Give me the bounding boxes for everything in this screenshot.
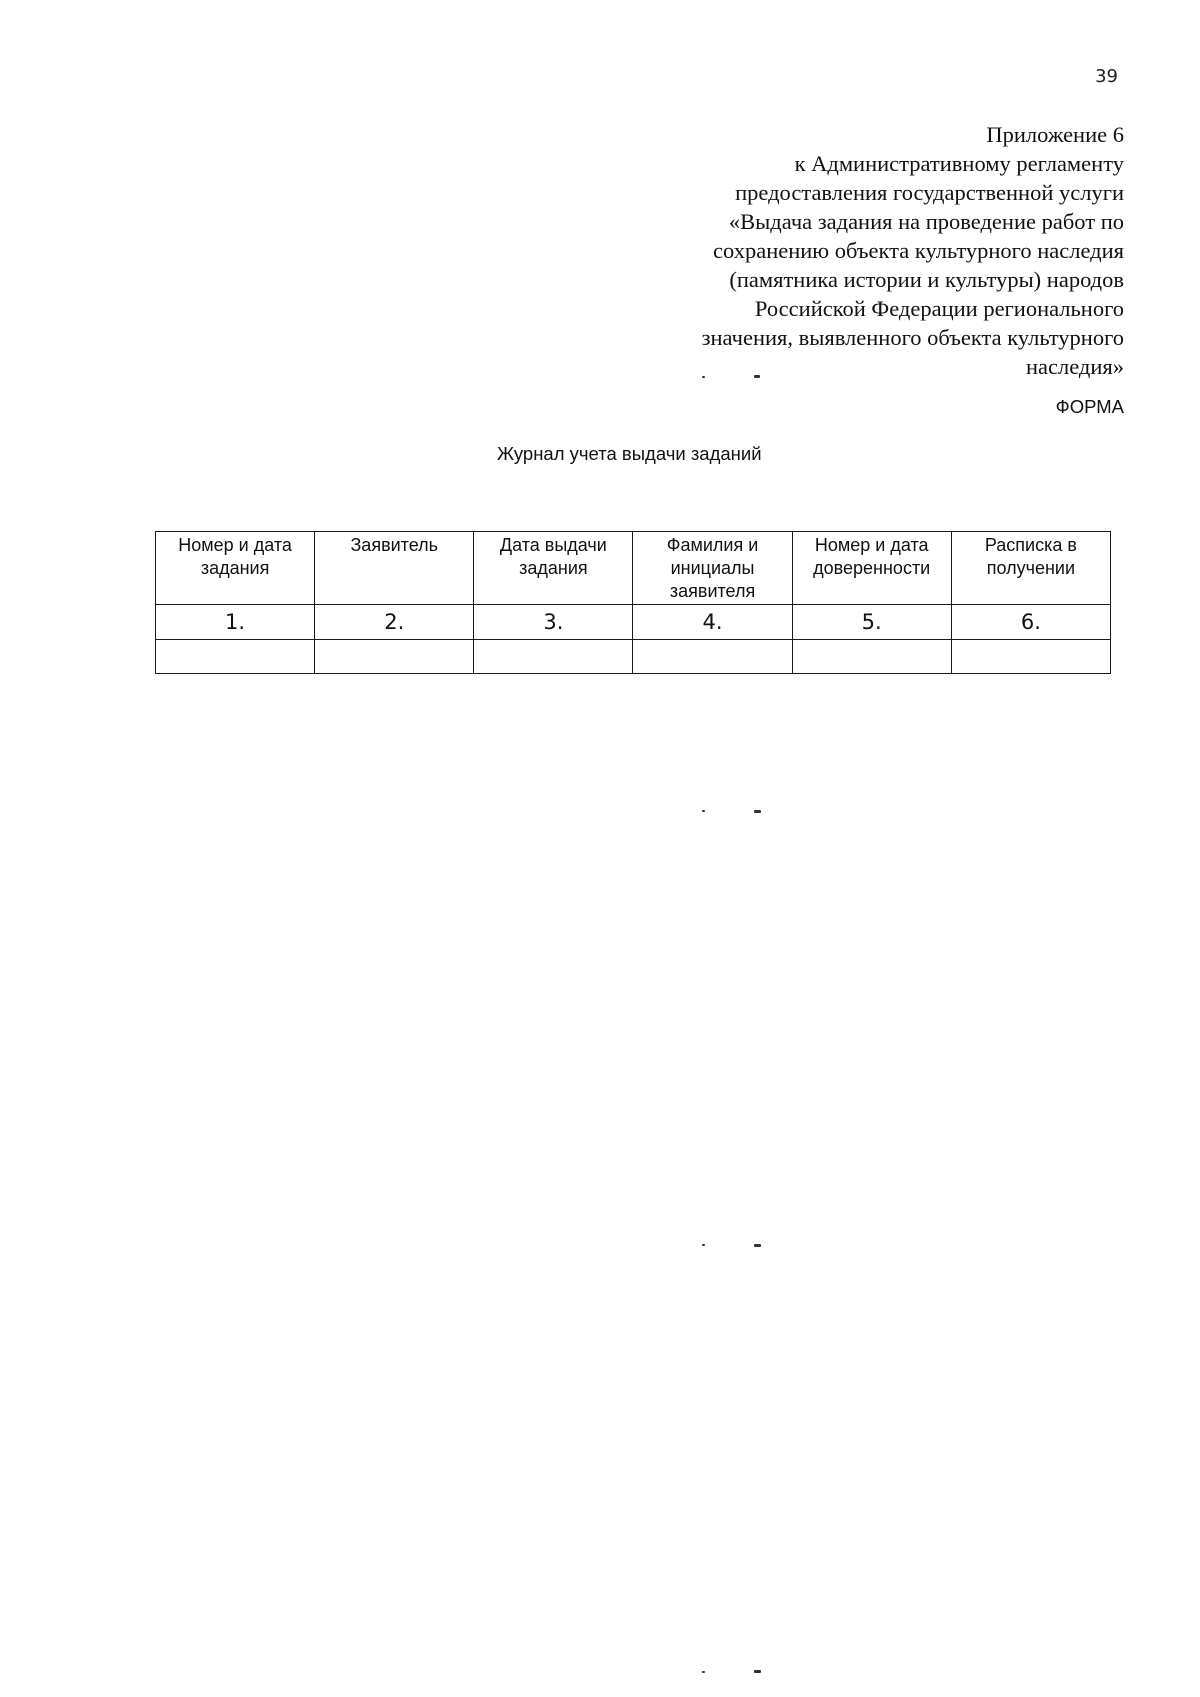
journal-table xyxy=(155,531,1111,674)
column-number: 5. xyxy=(792,605,951,640)
column-number-row xyxy=(156,605,1111,640)
scan-speck xyxy=(754,1670,761,1673)
column-number: 6. xyxy=(951,605,1110,640)
scan-speck xyxy=(754,1244,761,1247)
appendix-line: (памятника истории и культуры) народов xyxy=(729,267,1124,292)
scan-speck xyxy=(702,1244,705,1246)
empty-cell xyxy=(633,640,792,674)
appendix-line: Российской Федерации регионального xyxy=(754,296,1124,321)
table-header-row xyxy=(156,532,1111,605)
column-header: Номер и дата задания xyxy=(156,532,315,605)
column-number: 1. xyxy=(156,605,315,640)
scan-speck xyxy=(702,810,705,812)
scan-speck xyxy=(754,375,760,378)
table-row xyxy=(156,640,1111,674)
appendix-line: к Административному регламенту xyxy=(794,151,1124,176)
empty-cell xyxy=(156,640,315,674)
appendix-header xyxy=(564,120,1124,381)
column-number: 2. xyxy=(315,605,474,640)
form-label: ФОРМА xyxy=(1055,396,1124,417)
empty-cell xyxy=(315,640,474,674)
appendix-line: Приложение 6 xyxy=(986,122,1124,147)
empty-cell xyxy=(792,640,951,674)
empty-cell xyxy=(474,640,633,674)
column-header: Дата выдачи задания xyxy=(474,532,633,605)
column-header: Заявитель xyxy=(315,532,474,605)
appendix-line: сохранению объекта культурного наследия xyxy=(713,238,1124,263)
column-header: Номер и дата доверенности xyxy=(792,532,951,605)
column-header: Расписка в получении xyxy=(951,532,1110,605)
appendix-line: предоставления государственной услуги xyxy=(735,180,1124,205)
scan-speck xyxy=(702,1671,705,1673)
column-number: 4. xyxy=(633,605,792,640)
column-header: Фамилия и инициалы заявителя xyxy=(633,532,792,605)
column-number: 3. xyxy=(474,605,633,640)
appendix-line: наследия» xyxy=(1025,354,1124,379)
appendix-line: «Выдача задания на проведение работ по xyxy=(728,209,1124,234)
scan-speck xyxy=(754,810,761,813)
scan-speck xyxy=(702,376,705,378)
empty-cell xyxy=(951,640,1110,674)
page-number: 39 xyxy=(1095,66,1118,87)
appendix-line: значения, выявленного объекта культурного xyxy=(701,325,1124,350)
journal-title: Журнал учета выдачи заданий xyxy=(497,443,762,464)
